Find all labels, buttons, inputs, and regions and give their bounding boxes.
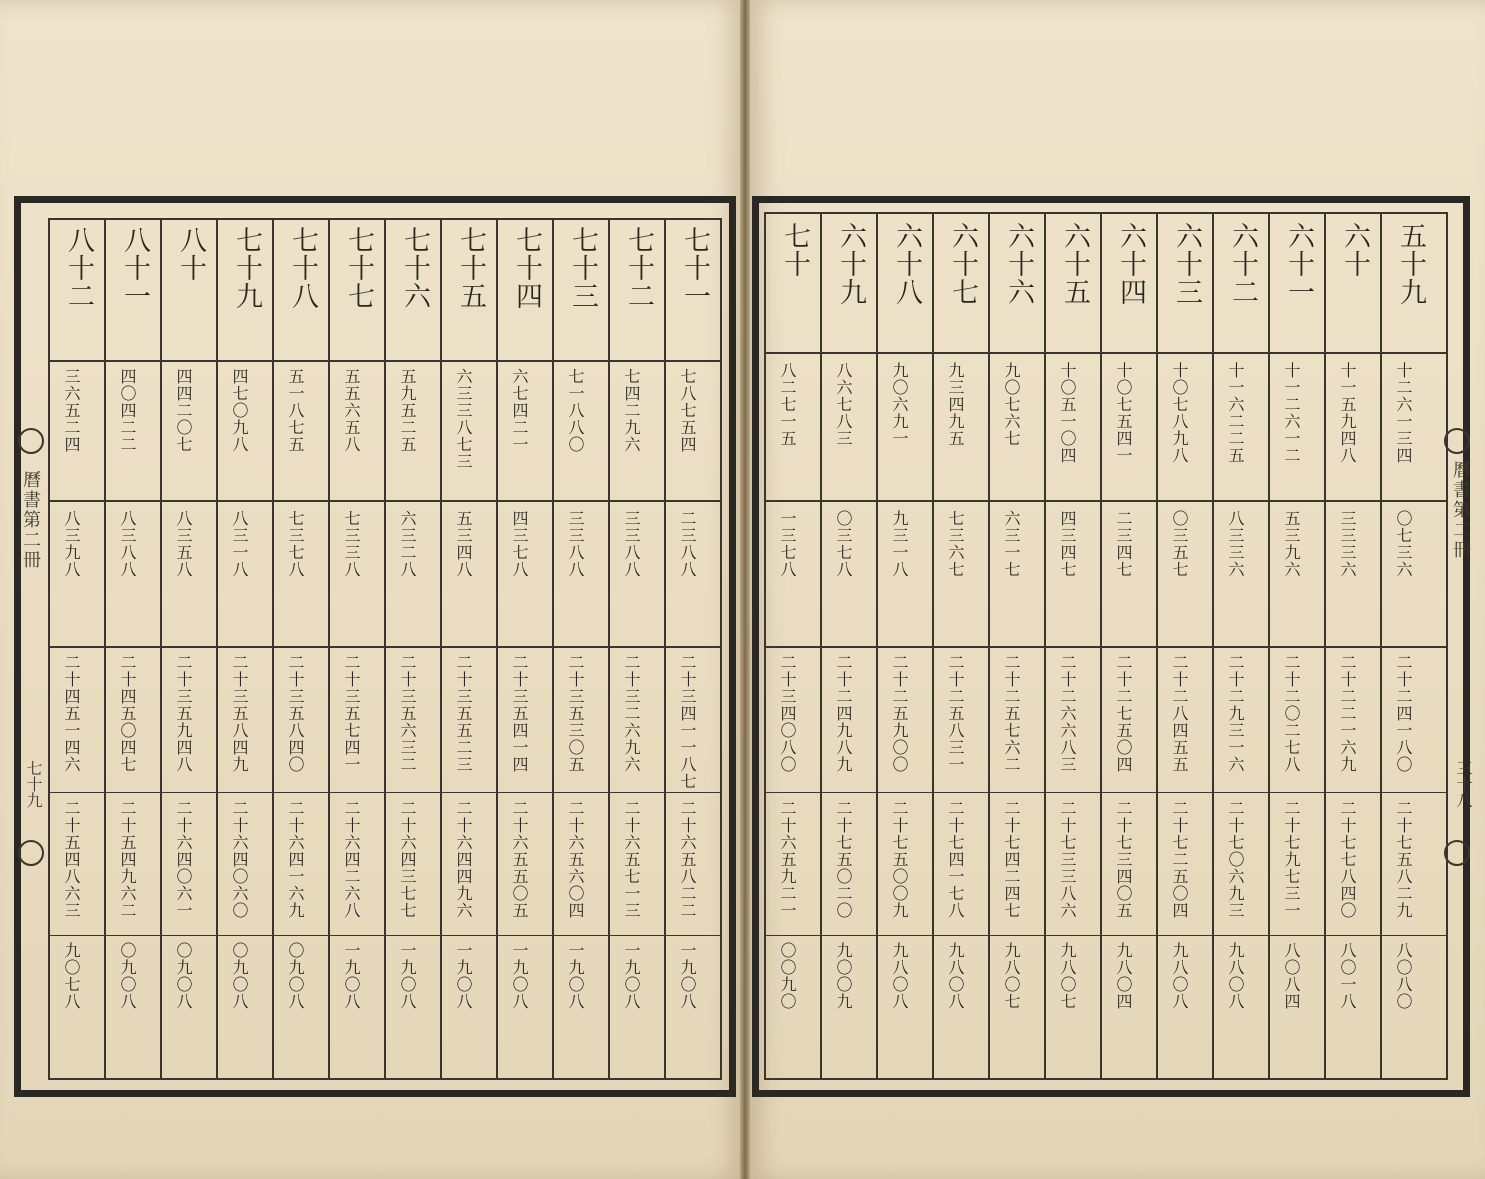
right-cell-r4: 二十七五八二九 [1394,800,1413,919]
right-cell-r4: 二十七三四〇五 [1114,800,1133,919]
left-cell-r1: 六三三八七三 [454,368,473,470]
left-cell-r2: 八三九八 [62,510,81,578]
right-cell-r2: 四三四七 [1058,510,1077,578]
right-cell-r5: 九八〇八 [946,942,965,1010]
book-gutter [740,0,750,1179]
left-cell-r2: 二三八八 [678,510,697,578]
right-cell-r5: 九八〇七 [1002,942,1021,1010]
right-col-label: 六十七 [947,222,978,306]
left-cell-r5: 一九〇八 [566,942,585,1010]
right-cell-r5: 九八〇四 [1114,942,1133,1010]
right-cell-r3: 二十二五七六二 [1002,654,1021,773]
right-cell-r2: 一三七八 [778,510,797,578]
right-col-label: 七十 [779,222,810,278]
left-cell-r5: 〇九〇八 [286,942,305,1010]
left-cell-r3: 二十三四一一八七 [678,654,697,790]
left-col-label: 八十二 [63,226,94,310]
right-cell-r5: 八〇一八 [1338,942,1357,1010]
right-cell-r3: 二十三四〇八〇 [778,654,797,773]
right-cell-r3: 二十二九三一六 [1226,654,1245,773]
left-cell-r3: 二十三二六九六 [622,654,641,773]
left-cell-r5: 一九〇八 [398,942,417,1010]
left-col-label: 七十七 [343,226,374,310]
right-cell-r1: 十一六二二五 [1226,362,1245,464]
right-col-label: 六十三 [1171,222,1202,306]
left-cell-r1: 五九五二五 [398,368,417,453]
right-cell-r5: 九八〇八 [1170,942,1189,1010]
left-cell-r3: 二十三五八四九 [230,654,249,773]
left-cell-r1: 七一八八〇 [566,368,585,453]
fishtail-mark-top [18,428,44,454]
right-cell-r1: 十二六一三四 [1394,362,1413,464]
left-leaf-number: 七十九 [24,760,43,808]
right-col-label: 六十二 [1227,222,1258,306]
right-cell-r3: 二十二五八三一 [946,654,965,773]
left-cell-r5: 一九〇八 [342,942,361,1010]
right-cell-r1: 十〇五一〇四 [1058,362,1077,464]
left-cell-r1: 六七四二一 [510,368,529,453]
left-cell-r3: 二十三五四一四 [510,654,529,773]
left-cell-r4: 二十六五八二二 [678,800,697,919]
right-cell-r2: 二三四七 [1114,510,1133,578]
left-cell-r3: 二十三五五二三 [454,654,473,773]
right-cell-r2: 五三九六 [1282,510,1301,578]
left-cell-r2: 八三一八 [230,510,249,578]
right-cell-r1: 十〇七五四一 [1114,362,1133,464]
left-margin-title: 曆書第二冊 [20,470,41,570]
right-cell-r4: 二十七四一七八 [946,800,965,919]
right-cell-r1: 十一五九四八 [1338,362,1357,464]
right-col-label: 六十八 [891,222,922,306]
left-cell-r1: 七四二九六 [622,368,641,453]
right-cell-r5: 八〇八〇 [1394,942,1413,1010]
fishtail-mark-bottom [18,840,44,866]
right-cell-r1: 八二七一五 [778,362,797,447]
left-cell-r3: 二十四五〇四七 [118,654,137,773]
left-cell-r5: 〇九〇八 [118,942,137,1010]
right-cell-r5: 九八〇八 [1226,942,1245,1010]
left-cell-r4: 二十六四二六八 [342,800,361,919]
left-cell-r1: 三六五二四 [62,368,81,453]
left-cell-r5: 〇九〇八 [174,942,193,1010]
left-cell-r1: 五五六五八 [342,368,361,453]
right-cell-r4: 二十七四二四七 [1002,800,1021,919]
right-cell-r2: 七三六七 [946,510,965,578]
left-cell-r1: 四四二〇七 [174,368,193,453]
right-cell-r5: 九八〇八 [890,942,909,1010]
right-cell-r1: 九〇七六七 [1002,362,1021,447]
left-col-label: 七十六 [399,226,430,310]
right-cell-r1: 十一二六一二 [1282,362,1301,464]
right-cell-r2: 六三一七 [1002,510,1021,578]
left-col-label: 七十三 [567,226,598,310]
left-cell-r4: 二十六四四九六 [454,800,473,919]
left-cell-r4: 二十六四三七七 [398,800,417,919]
left-cell-r4: 二十六五五〇五 [510,800,529,919]
right-leaf-number: 三十八 [1454,760,1473,808]
left-cell-r2: 八三五八 [174,510,193,578]
right-col-label: 六十一 [1283,222,1314,306]
right-cell-r3: 二十二二一六九 [1338,654,1357,773]
left-col-label: 七十八 [287,226,318,310]
left-cell-r4: 二十五四九六二 [118,800,137,919]
right-cell-r3: 二十二四九八九 [834,654,853,773]
right-cell-r4: 二十七五〇〇九 [890,800,909,919]
left-cell-r3: 二十三五六三二 [398,654,417,773]
left-col-label: 七十九 [231,226,262,310]
left-cell-r4: 二十六五七一三 [622,800,641,919]
left-cell-r4: 二十五四八六三 [62,800,81,919]
left-col-label: 八十 [175,226,206,282]
right-cell-r4: 二十七〇六九三 [1226,800,1245,919]
left-cell-r4: 二十六四一六九 [286,800,305,919]
right-cell-r2: 〇三五七 [1170,510,1189,578]
right-col-label: 六十六 [1003,222,1034,306]
right-cell-r3: 二十二四一八〇 [1394,654,1413,773]
left-cell-r3: 二十三五七四一 [342,654,361,773]
right-cell-r4: 二十七九七三一 [1282,800,1301,919]
right-cell-r2: 九三一八 [890,510,909,578]
right-col-label: 六十四 [1115,222,1146,306]
fishtail-mark-bottom-right [1444,840,1470,866]
right-margin-title: 曆書第二冊 [1450,460,1471,560]
right-col-label: 六十 [1339,222,1370,278]
left-cell-r3: 二十三五八四〇 [286,654,305,773]
left-cell-r2: 四三七八 [510,510,529,578]
left-cell-r2: 七三七八 [286,510,305,578]
right-col-label: 五十九 [1395,222,1426,306]
left-cell-r1: 七八七五四 [678,368,697,453]
left-cell-r2: 八三八八 [118,510,137,578]
left-cell-r2: 五三四八 [454,510,473,578]
right-cell-r3: 二十二〇二七八 [1282,654,1301,773]
right-cell-r2: 八三三六 [1226,510,1245,578]
right-cell-r2: 〇三七八 [834,510,853,578]
left-cell-r1: 五一八七五 [286,368,305,453]
left-cell-r1: 四七〇九八 [230,368,249,453]
left-cell-r3: 二十三五九四八 [174,654,193,773]
right-cell-r3: 二十二七五〇四 [1114,654,1133,773]
left-cell-r2: 三三八八 [566,510,585,578]
left-cell-r5: 九〇七八 [62,942,81,1010]
right-cell-r4: 二十七三三八六 [1058,800,1077,919]
fishtail-mark-top-right [1444,428,1470,454]
right-cell-r4: 二十七五〇二〇 [834,800,853,919]
left-col-label: 七十四 [511,226,542,310]
left-cell-r1: 四〇四二二 [118,368,137,453]
left-cell-r4: 二十六四〇六一 [174,800,193,919]
left-cell-r4: 二十六四〇六〇 [230,800,249,919]
left-col-label: 七十五 [455,226,486,310]
right-cell-r5: 八〇八四 [1282,942,1301,1010]
right-cell-r3: 二十二五九〇〇 [890,654,909,773]
right-cell-r5: 九〇〇九 [834,942,853,1010]
right-cell-r3: 二十二六六八三 [1058,654,1077,773]
right-cell-r1: 九〇六九一 [890,362,909,447]
left-cell-r2: 六三二八 [398,510,417,578]
right-cell-r2: 三三三六 [1338,510,1357,578]
left-cell-r5: 一九〇八 [454,942,473,1010]
right-cell-r5: 〇〇九〇 [778,942,797,1010]
left-cell-r5: 〇九〇八 [230,942,249,1010]
left-col-label: 七十二 [623,226,654,310]
left-cell-r5: 一九〇八 [622,942,641,1010]
left-cell-r5: 一九〇八 [510,942,529,1010]
right-col-label: 六十九 [835,222,866,306]
left-cell-r5: 一九〇八 [678,942,697,1010]
left-cell-r4: 二十六五六〇四 [566,800,585,919]
right-cell-r3: 二十二八四五五 [1170,654,1189,773]
right-cell-r4: 二十六五九二一 [778,800,797,919]
right-cell-r4: 二十七七八四〇 [1338,800,1357,919]
left-col-label: 七十一 [679,226,710,310]
left-cell-r2: 三三八八 [622,510,641,578]
right-cell-r1: 十〇七八九八 [1170,362,1189,464]
right-cell-r5: 九八〇七 [1058,942,1077,1010]
right-cell-r1: 八六七八三 [834,362,853,447]
left-cell-r3: 二十四五一四六 [62,654,81,773]
left-cell-r2: 七三三八 [342,510,361,578]
right-cell-r2: 〇七三六 [1394,510,1413,578]
left-cell-r3: 二十三五三〇五 [566,654,585,773]
right-cell-r4: 二十七二五〇四 [1170,800,1189,919]
left-col-label: 八十一 [119,226,150,310]
right-cell-r1: 九三四九五 [946,362,965,447]
right-col-label: 六十五 [1059,222,1090,306]
